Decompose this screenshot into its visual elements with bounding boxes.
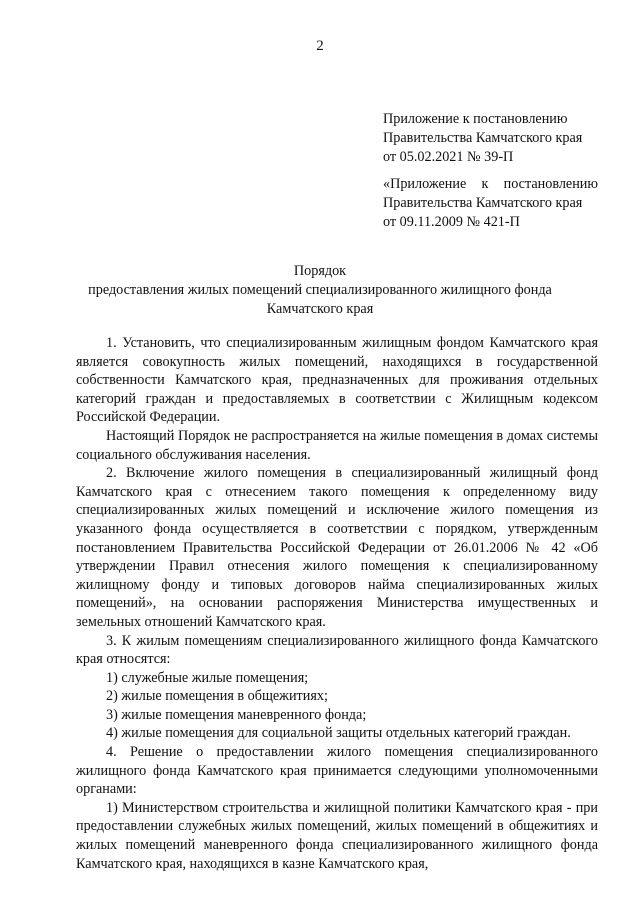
list-item: 3) жилые помещения маневренного фонда; <box>106 706 367 723</box>
list-item: 2) жилые помещения в общежитиях; <box>106 688 328 705</box>
appendix-line: Правительства Камчатского края <box>383 130 583 146</box>
paragraph: 1. Установить, что специализированным жилищным фондом Камчатского края является совокупность жилых помещений, находящихся в государственной собственности Камчатского края, предназначенных для проживания отдельных категорий граждан и предоставляемых в соответствии с Жилищным кодексом Российской Федерации. <box>76 335 598 426</box>
document-body <box>76 334 598 873</box>
title-line: предоставления жилых помещений специализированного жилищного фонда <box>88 282 552 298</box>
paragraph: 2. Включение жилого помещения в специализированный жилищный фонд Камчатского края с отнесением такого помещения к определенному виду специализированных жилых помещений и исключение жилого помещения из указанного фонда осуществляется в соответствии с порядком, утвержденным постановлением Правительства Российской Федерации от 26.01.2006 № 42 «Об утверждении Правил отнесения жилого помещения к специализированному жилищному фонду и типовых договоров найма специализированных жилых помещений», на основании распоряжения Министерства имущественных и земельных отношений Камчатского края. <box>76 465 598 630</box>
list-item: 4) жилые помещения для социальной защиты отдельных категорий граждан. <box>106 725 571 742</box>
appendix-line: Приложение к постановлению <box>383 111 568 127</box>
appendix-line: от 05.02.2021 № 39-П <box>383 149 514 165</box>
list-item: 1) служебные жилые помещения; <box>106 669 309 686</box>
document-title <box>0 262 640 319</box>
appendix-line: от 09.11.2009 № 421-П <box>383 214 520 230</box>
title-line: Камчатского края <box>266 301 374 317</box>
title-line: Порядок <box>293 263 347 279</box>
page-number: 2 <box>316 38 324 54</box>
appendix-line: Правительства Камчатского края <box>383 195 583 211</box>
appendix-header <box>383 110 598 167</box>
paragraph: 3. К жилым помещениям специализированного жилищного фонда Камчатского края относятся: <box>76 632 598 668</box>
paragraph: 4. Решение о предоставлении жилого помещения специализированного жилищного фонда Камчатского края принимается следующими уполномоченными органами: <box>76 744 598 798</box>
paragraph: Настоящий Порядок не распространяется на жилые помещения в домах системы социального обслуживания населения. <box>76 427 598 463</box>
original-appendix-header <box>383 175 598 232</box>
appendix-line: «Приложение к постановлению <box>383 176 598 192</box>
paragraph: 1) Министерством строительства и жилищной политики Камчатского края - при предоставлении служебных жилых помещений, жилых помещений в общежитиях и жилых помещений маневренного фонда специализированного жилищного фонда Камчатского края, находящихся в казне Камчатского края, <box>76 799 598 872</box>
